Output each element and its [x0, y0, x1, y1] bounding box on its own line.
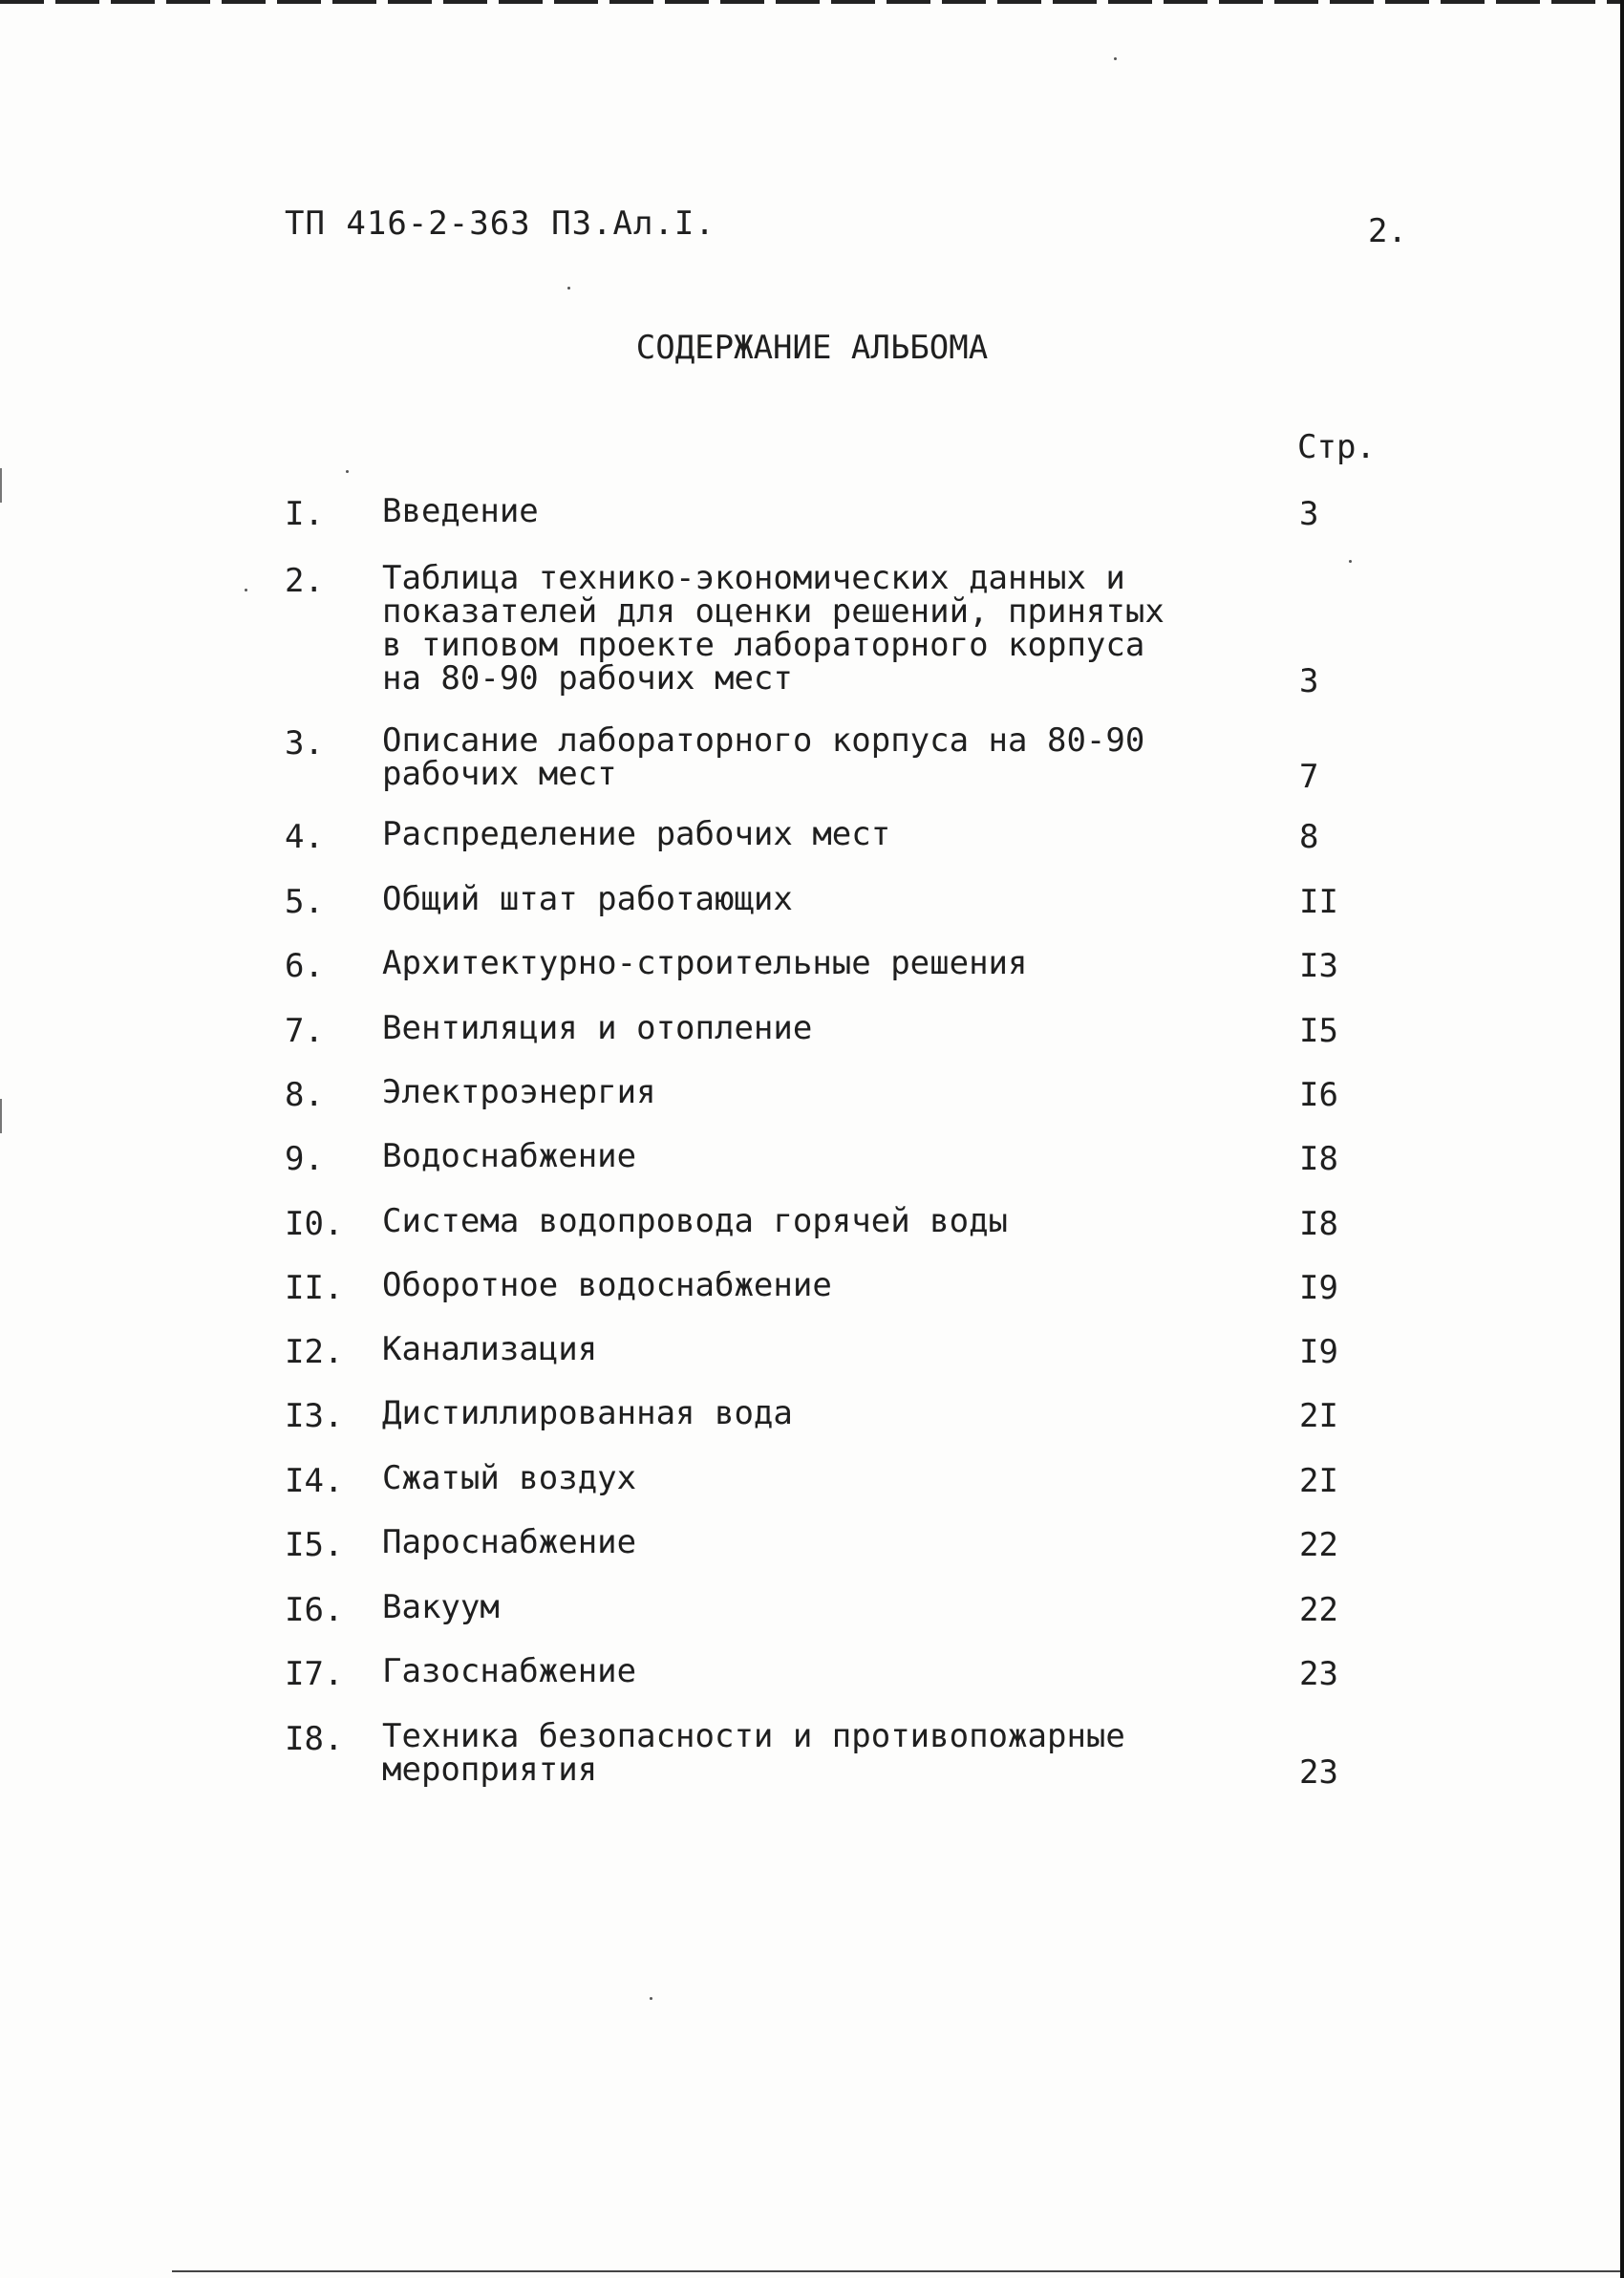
toc-entry-number: I7. — [285, 1655, 344, 1693]
toc-entry-page: II — [1299, 883, 1338, 921]
album-title: СОДЕРЖАНИЕ АЛЬБОМА — [635, 329, 989, 367]
toc-entry-number: I5. — [285, 1526, 344, 1564]
toc-entry-page: I9 — [1299, 1269, 1338, 1307]
scan-edge-bottom — [172, 2270, 1620, 2272]
toc-entry-title: Техника безопасности и противопожарные мероприятия — [382, 1717, 1125, 1789]
toc-entry-title: Общий штат работающих — [382, 880, 793, 918]
toc-entry-title: Электроэнергия — [382, 1073, 656, 1111]
toc-entry-page: 3 — [1299, 662, 1319, 700]
toc-entry-title: Архитектурно-строительные решения — [382, 944, 1028, 982]
toc-entry-number: I4. — [285, 1462, 344, 1500]
toc-entry-number: I8. — [285, 1720, 344, 1758]
toc-entry-title: Система водопровода горячей воды — [382, 1202, 1009, 1240]
scan-speck — [650, 1997, 652, 2000]
toc-entry-page: I5 — [1299, 1012, 1338, 1050]
toc-entry-title: Вакуум — [382, 1588, 500, 1626]
scan-speck — [1349, 560, 1352, 563]
toc-entry-title: Канализация — [382, 1330, 598, 1368]
toc-entry-title: Дистиллированная вода — [382, 1394, 793, 1432]
toc-entry-number: I6. — [285, 1591, 344, 1629]
scan-speck — [346, 470, 349, 473]
toc-entry-title: Введение — [382, 492, 539, 530]
toc-entry-title: Распределение рабочих мест — [382, 815, 891, 853]
scan-edge-left-mark — [0, 1099, 2, 1133]
scan-speck — [1114, 57, 1117, 60]
toc-entry-page: 7 — [1299, 758, 1319, 796]
toc-entry-number: 9. — [285, 1140, 324, 1178]
toc-entry-number: 6. — [285, 947, 324, 985]
toc-entry-number: II. — [285, 1269, 344, 1307]
toc-entry-page: 23 — [1299, 1753, 1338, 1792]
toc-entry-number: 7. — [285, 1012, 324, 1050]
toc-entry-page: 2I — [1299, 1462, 1338, 1500]
scan-edge-top — [0, 0, 1624, 4]
toc-entry-page: I9 — [1299, 1333, 1338, 1371]
toc-entry-title: Газоснабжение — [382, 1652, 637, 1690]
toc-entry-page: 3 — [1299, 495, 1319, 533]
document-code: ТП 416-2-363 ПЗ.Ал.I. — [285, 204, 716, 243]
scan-speck — [245, 589, 247, 591]
toc-entry-title: Оборотное водоснабжение — [382, 1266, 832, 1304]
toc-entry-number: I0. — [285, 1205, 344, 1243]
toc-entry-number: 2. — [285, 562, 324, 600]
toc-entry-number: 4. — [285, 818, 324, 856]
toc-entry-number: I. — [285, 495, 324, 533]
toc-entry-page: I8 — [1299, 1205, 1338, 1243]
toc-entry-title: Описание лабораторного корпуса на 80-90 рабочих мест — [382, 721, 1145, 793]
toc-entry-number: 3. — [285, 724, 324, 763]
scan-edge-left-mark — [0, 468, 2, 503]
toc-entry-page: 23 — [1299, 1655, 1338, 1693]
toc-entry-number: 5. — [285, 883, 324, 921]
toc-entry-page: I8 — [1299, 1140, 1338, 1178]
toc-entry-title: Пароснабжение — [382, 1523, 637, 1561]
toc-entry-page: I6 — [1299, 1076, 1338, 1114]
scan-speck — [567, 287, 570, 290]
page-number: 2. — [1368, 212, 1407, 250]
toc-entry-number: 8. — [285, 1076, 324, 1114]
toc-entry-title: Сжатый воздух — [382, 1459, 637, 1497]
toc-entry-page: 22 — [1299, 1526, 1338, 1564]
toc-entry-title: Таблица технико-экономических данных и показателей для оценки решений, принятых в типовом проекте лабораторного корпуса на 80-90 рабочих мест — [382, 559, 1165, 698]
toc-entry-number: I3. — [285, 1397, 344, 1435]
page-column-header: Стр. — [1297, 428, 1376, 466]
toc-entry-page: 22 — [1299, 1591, 1338, 1629]
toc-entry-title: Вентиляция и отопление — [382, 1009, 813, 1047]
toc-entry-number: I2. — [285, 1333, 344, 1371]
toc-entry-title: Водоснабжение — [382, 1137, 637, 1175]
toc-entry-page: 8 — [1299, 818, 1319, 856]
toc-entry-page: 2I — [1299, 1397, 1338, 1435]
toc-entry-page: I3 — [1299, 947, 1338, 985]
